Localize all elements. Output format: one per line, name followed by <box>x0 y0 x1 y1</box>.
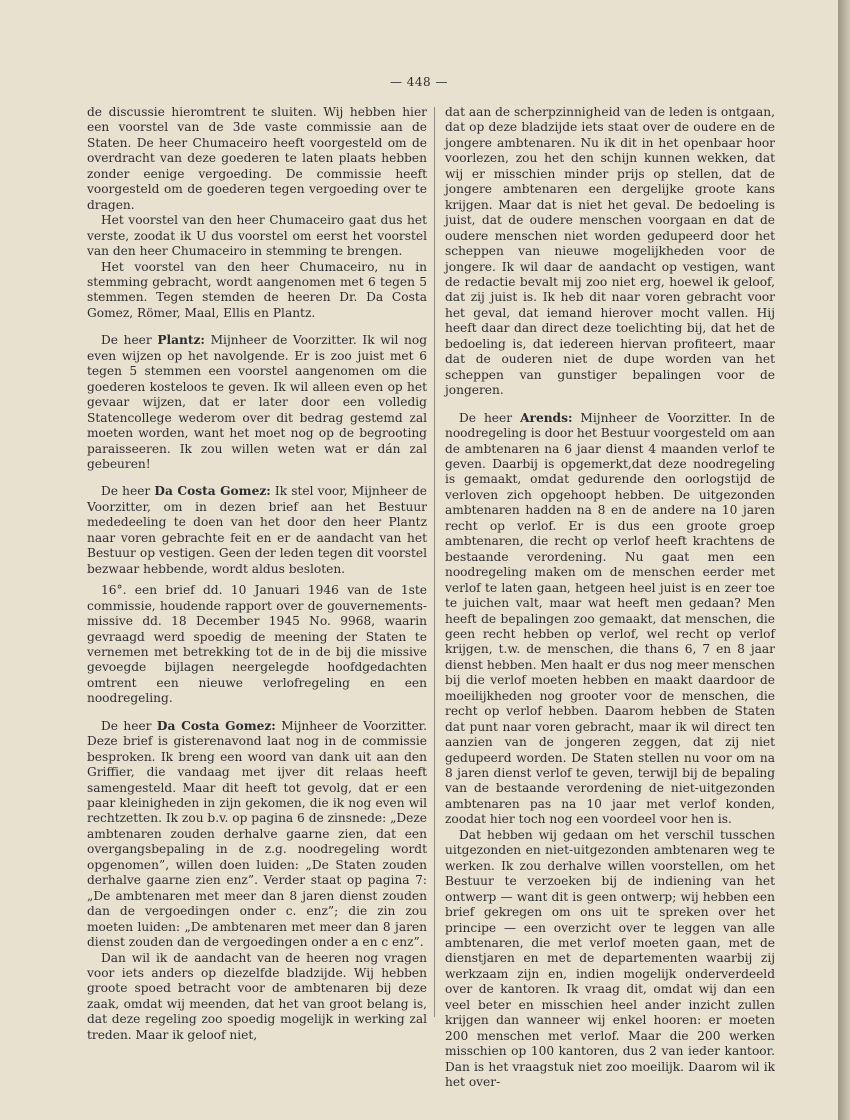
paragraph: Dat hebben wij gedaan om het verschil tusschen uitgezonden en niet-uitgezonden ambtenaren weg te werken. Ik zou derhalve willen voorstellen, om het Bestuur te verzoeken bij de indiening van het ontwerp — want dit is geen ontwerp; wij hebben een brief gekregen om ons uit te spreken over het principe — een overzicht over te leggen van alle ambtenaren, die met verlof moeten gaan, met de dienstjaren en met de departementen waarbij zij werkzaam zijn en, indien mogelijk onderverdeeld over de kantoren. Ik vraag dit, omdat wij dan een veel beter en misschien heel ander inzicht zullen krijgen dan wanneer wij enkel hooren: er moeten 200 menschen met verlof. Maar die 200 werken misschien op 100 kantoren, dus 2 van ieder kantoor. Dan is het vraagstuk niet zoo moeilijk. Daarom wil ik het over- <box>445 827 775 1090</box>
speech-text: Mijnheer de Voorzitter. In de noodregeling is door het Bestuur voorgesteld om aan de ambtenaren na 6 jaar dienst 4 maanden verlof te geven. Daarbij is opgemerkt,dat deze noodregeling is gemaakt, omdat gedurende den oorlogstijd de verloven zich opgehoopt hebben. De uitgezonden ambtenaren hadden na 8 en de andere na 10 jaren recht op verlof. Er is dus een groote groep ambtenaren, die recht op verlof heeft krachtens de bestaande verordening. Nu gaat men een noodregeling maken om de menschen eerder met verlof te laten gaan, hetgeen heel juist is en zeer toe te juichen valt, maar wat heeft men gedaan? Men heeft de bepalingen zoo gemaakt, dat menschen, die geen recht hebben op verlof, wel recht op verlof krijgen, t.w. de menschen, die thans 6, 7 en 8 jaar dienst hebben. Men haalt er dus nog meer menschen bij die verlof moeten hebben en maakt daardoor de moeilijkheden nog grooter voor de menschen, die recht op verlof hebben. Daarom hebben de Staten dat punt naar voren gebracht, maar ik wil direct ten aanzien van de jongeren zeggen, dat zij niet gedupeerd worden. De Staten stellen nu voor om na 8 jaren dienst verlof te geven, terwijl bij de bepaling van de bestaande verordening de niet-uitgezonden ambtenaren pas na 10 jaar met verlof konden, zoodat hier toch nog een voordeel voor hen is. <box>445 410 776 827</box>
speech-text: Mijnheer de Voorzitter. Deze brief is gisterenavond laat nog in de commissie besproken. Ik breng een woord van dank uit aan den Griffier, die vandaag met ijver dit relaas heeft samengesteld. Maar dit heeft tot gevolg, dat er een paar kleinigheden in zijn gekomen, die ik nog even wil rechtzetten. Ik zou b.v. op pagina 6 de zinsnede: „Deze ambtenaren zouden derhalve gaarne zien, dat een overgangsbepaling in de z.g. noodregeling wordt opgenomen”, willen doen luiden: „De Staten zouden derhalve gaarne zien enz”. Verder staat op pagina 7: „De ambtenaren met meer dan 8 jaren dienst zouden dan de vergoedingen onder c. enz”; die zin zou moeten luiden: „De ambtenaren met meer dan 8 jaren dienst zouden dan de vergoedingen onder a en c enz”. <box>87 718 428 950</box>
speaker-prefix: De heer <box>101 333 152 348</box>
left-column <box>87 105 427 1043</box>
page-number: — 448 — <box>389 75 449 89</box>
speaker-prefix: De heer <box>101 718 152 733</box>
speaker-name: Arends: <box>520 410 573 425</box>
speech-arends <box>445 411 775 828</box>
speech-text: Mijnheer de Voorzitter. Ik wil nog even wijzen op het navolgende. Er is zoo juist met 6 tegen 5 stemmen een voorstel aangenomen om die goederen kosteloos te geven. Ik wil alleen even op het gevaar wijzen, dat er later door een volledig Statencollege wederom over dit bedrag gestemd zal moeten worden, want het moet nog op de begrooting paraisseeren. Ik zou willen weten wat er dán zal gebeuren! <box>87 333 428 471</box>
speech-text: Ik stel voor, Mijnheer de Voorzitter, om in dezen brief aan het Bestuur mededeeling te doen van het door den heer Plantz naar voren gebrachte feit en er de aandacht van het Bestuur op vestigen. Geen der leden tegen dit voorstel bezwaar hebbende, wordt aldus besloten. <box>87 484 428 576</box>
paragraph: de discussie hieromtrent te sluiten. Wij hebben hier een voorstel van de 3de vaste commissie aan de Staten. De heer Chumaceiro heeft voorgesteld om de overdracht van deze goederen te laten plaats hebben zonder eenige vergoeding. De commissie heeft voorgesteld om de goederen tegen vergoeding over te dragen. <box>87 105 427 212</box>
speaker-name: Da Costa Gomez: <box>156 718 276 733</box>
speech-plantz <box>87 333 427 472</box>
speaker-name: Da Costa Gomez: <box>154 484 271 499</box>
agenda-item-16: 16°. een brief dd. 10 Januari 1946 van de 1ste commissie, houdende rapport over de gouvernements-missive dd. 18 December 1945 No. 9968, waarin gevraagd werd spoedig de meening der Staten te vernemen met betrekking tot de in de bij die missive gevoegde bijlagen neergelegde hoofdgedachten omtrent een nieuwe verlofregeling en een noodregeling. <box>87 583 427 706</box>
speaker-prefix: De heer <box>101 484 151 499</box>
page-edge <box>838 0 850 1120</box>
paragraph: Dan wil ik de aandacht van de heeren nog vragen voor iets anders op diezelfde bladzijde. Wij hebben groote spoed betracht voor de ambtenaren bij deze zaak, omdat wij meenden, dat het van groot belang is, dat deze regeling zoo spoedig mogelijk in werking zal treden. Maar ik geloof niet, <box>87 950 427 1042</box>
speech-da-costa-gomez <box>87 484 427 577</box>
speaker-prefix: De heer <box>459 410 513 425</box>
column-divider <box>434 107 435 1017</box>
speech-da-costa-gomez-2 <box>87 719 427 951</box>
paragraph: Het voorstel van den heer Chumaceiro gaat dus het verste, zoodat ik U dus voorstel om eerst het voorstel van den heer Chumaceiro in stemming te brengen. <box>87 213 427 259</box>
paragraph: dat aan de scherpzinnigheid van de leden is ontgaan, dat op deze bladzijde iets staat over de oudere en de jongere ambtenaren. Nu ik dit in het openbaar hoor voorlezen, zou het den schijn kunnen wekken, dat wij er misschien minder prijs op stellen, dat de jongere ambtenaren een dergelijke groote kans krijgen. Maar dat is niet het geval. De bedoeling is juist, dat de oudere menschen voorgaan en dat de oudere menschen niet worden gedupeerd door het scheppen van nieuwe mogelijkheden voor de jongere. Ik wil daar de aandacht op vestigen, want de redactie bevalt mij zoo niet erg, hoewel ik geloof, dat zij juist is. Ik heb dit naar voren gebracht voor het geval, dat iemand hierover mocht vallen. Hij heeft daar dan direct deze toelichting bij, dat het de bedoeling is, dat iedereen hiervan profiteert, maar dat de ouderen niet de dupe worden van het scheppen van gunstiger bepalingen voor de jongeren. <box>445 105 775 398</box>
speaker-name: Plantz: <box>157 333 205 348</box>
right-column <box>445 105 775 1091</box>
paragraph: Het voorstel van den heer Chumaceiro, nu in stemming gebracht, wordt aangenomen met 6 tegen 5 stemmen. Tegen stemden de heeren Dr. Da Costa Gomez, Römer, Maal, Ellis en Plantz. <box>87 259 427 320</box>
